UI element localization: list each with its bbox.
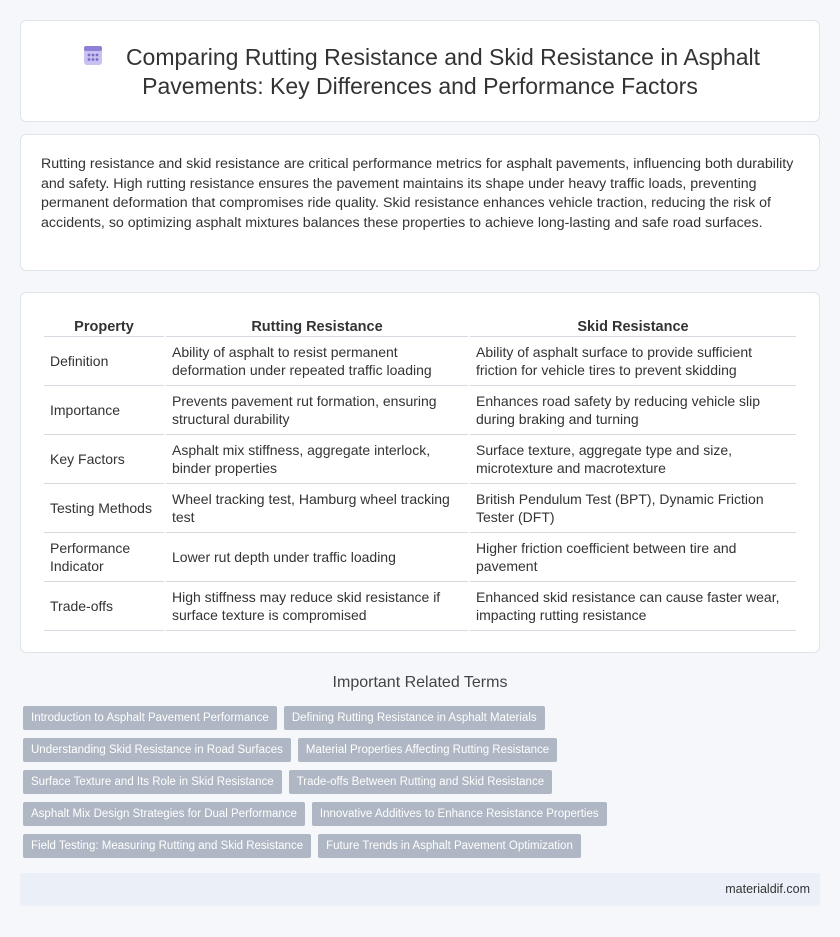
skid-cell: Ability of asphalt surface to provide sufficient friction for vehicle tires to prevent skidding (470, 337, 796, 386)
table-header-row (44, 315, 796, 337)
rutting-cell: Wheel tracking test, Hamburg wheel tracking test (166, 484, 468, 533)
title-card (20, 20, 820, 122)
tag-row (23, 802, 607, 826)
related-term-tag[interactable]: Innovative Additives to Enhance Resistance Properties (312, 802, 607, 826)
table-row (44, 337, 796, 386)
comparison-table (42, 315, 798, 631)
property-cell: Definition (44, 337, 164, 386)
skid-cell: British Pendulum Test (BPT), Dynamic Friction Tester (DFT) (470, 484, 796, 533)
related-term-tag[interactable]: Material Properties Affecting Rutting Resistance (298, 738, 557, 762)
related-term-tag[interactable]: Future Trends in Asphalt Pavement Optimization (318, 834, 581, 858)
column-header-property: Property (44, 315, 164, 337)
tag-row (23, 738, 557, 762)
property-cell: Trade-offs (44, 582, 164, 631)
rutting-cell: Asphalt mix stiffness, aggregate interlock, binder properties (166, 435, 468, 484)
property-cell: Performance Indicator (44, 533, 164, 582)
tag-row (23, 706, 545, 730)
page-title-text: Comparing Rutting Resistance and Skid Resistance in Asphalt Pavements: Key Differences and Performance Factors (125, 44, 761, 99)
rutting-cell: Prevents pavement rut formation, ensuring structural durability (166, 386, 468, 435)
related-term-tag[interactable]: Introduction to Asphalt Pavement Performance (23, 706, 277, 730)
footer-site-link[interactable]: materialdif.com (725, 882, 810, 896)
tag-row (23, 770, 552, 794)
related-term-tag[interactable]: Defining Rutting Resistance in Asphalt Materials (284, 706, 545, 730)
column-header-skid: Skid Resistance (470, 315, 796, 337)
property-cell: Testing Methods (44, 484, 164, 533)
page-title (61, 43, 779, 101)
table-row (44, 582, 796, 631)
related-term-tag[interactable]: Field Testing: Measuring Rutting and Skid Resistance (23, 834, 311, 858)
property-cell: Importance (44, 386, 164, 435)
related-term-tag[interactable]: Understanding Skid Resistance in Road Surfaces (23, 738, 291, 762)
related-term-tag[interactable]: Surface Texture and Its Role in Skid Resistance (23, 770, 282, 794)
table-row (44, 386, 796, 435)
comparison-table-card (20, 292, 820, 653)
skid-cell: Higher friction coefficient between tire and pavement (470, 533, 796, 582)
footer (20, 873, 820, 906)
intro-paragraph: Rutting resistance and skid resistance are critical performance metrics for asphalt pavements, influencing both durability and safety. High rutting resistance ensures the pavement maintains its shape under heavy traffic loads, preventing permanent deformation that compromises ride quality. Skid resistance enhances vehicle traction, reducing the risk of accidents, so optimizing asphalt mixtures balances these properties to achieve long-lasting and safe road surfaces. (41, 156, 794, 231)
table-row (44, 484, 796, 533)
related-terms-heading: Important Related Terms (332, 674, 508, 691)
related-term-tag[interactable]: Asphalt Mix Design Strategies for Dual Performance (23, 802, 305, 826)
property-cell: Key Factors (44, 435, 164, 484)
intro-card (20, 134, 820, 271)
rutting-cell: Ability of asphalt to resist permanent deformation under repeated traffic loading (166, 337, 468, 386)
rutting-cell: High stiffness may reduce skid resistance if surface texture is compromised (166, 582, 468, 631)
related-term-tag[interactable]: Trade-offs Between Rutting and Skid Resistance (289, 770, 552, 794)
skid-cell: Surface texture, aggregate type and size, microtexture and macrotexture (470, 435, 796, 484)
skid-cell: Enhanced skid resistance can cause faster wear, impacting rutting resistance (470, 582, 796, 631)
skid-cell: Enhances road safety by reducing vehicle slip during braking and turning (470, 386, 796, 435)
document-icon (80, 43, 106, 67)
table-row (44, 533, 796, 582)
column-header-rutting: Rutting Resistance (166, 315, 468, 337)
tag-row (23, 834, 581, 858)
rutting-cell: Lower rut depth under traffic loading (166, 533, 468, 582)
table-row (44, 435, 796, 484)
